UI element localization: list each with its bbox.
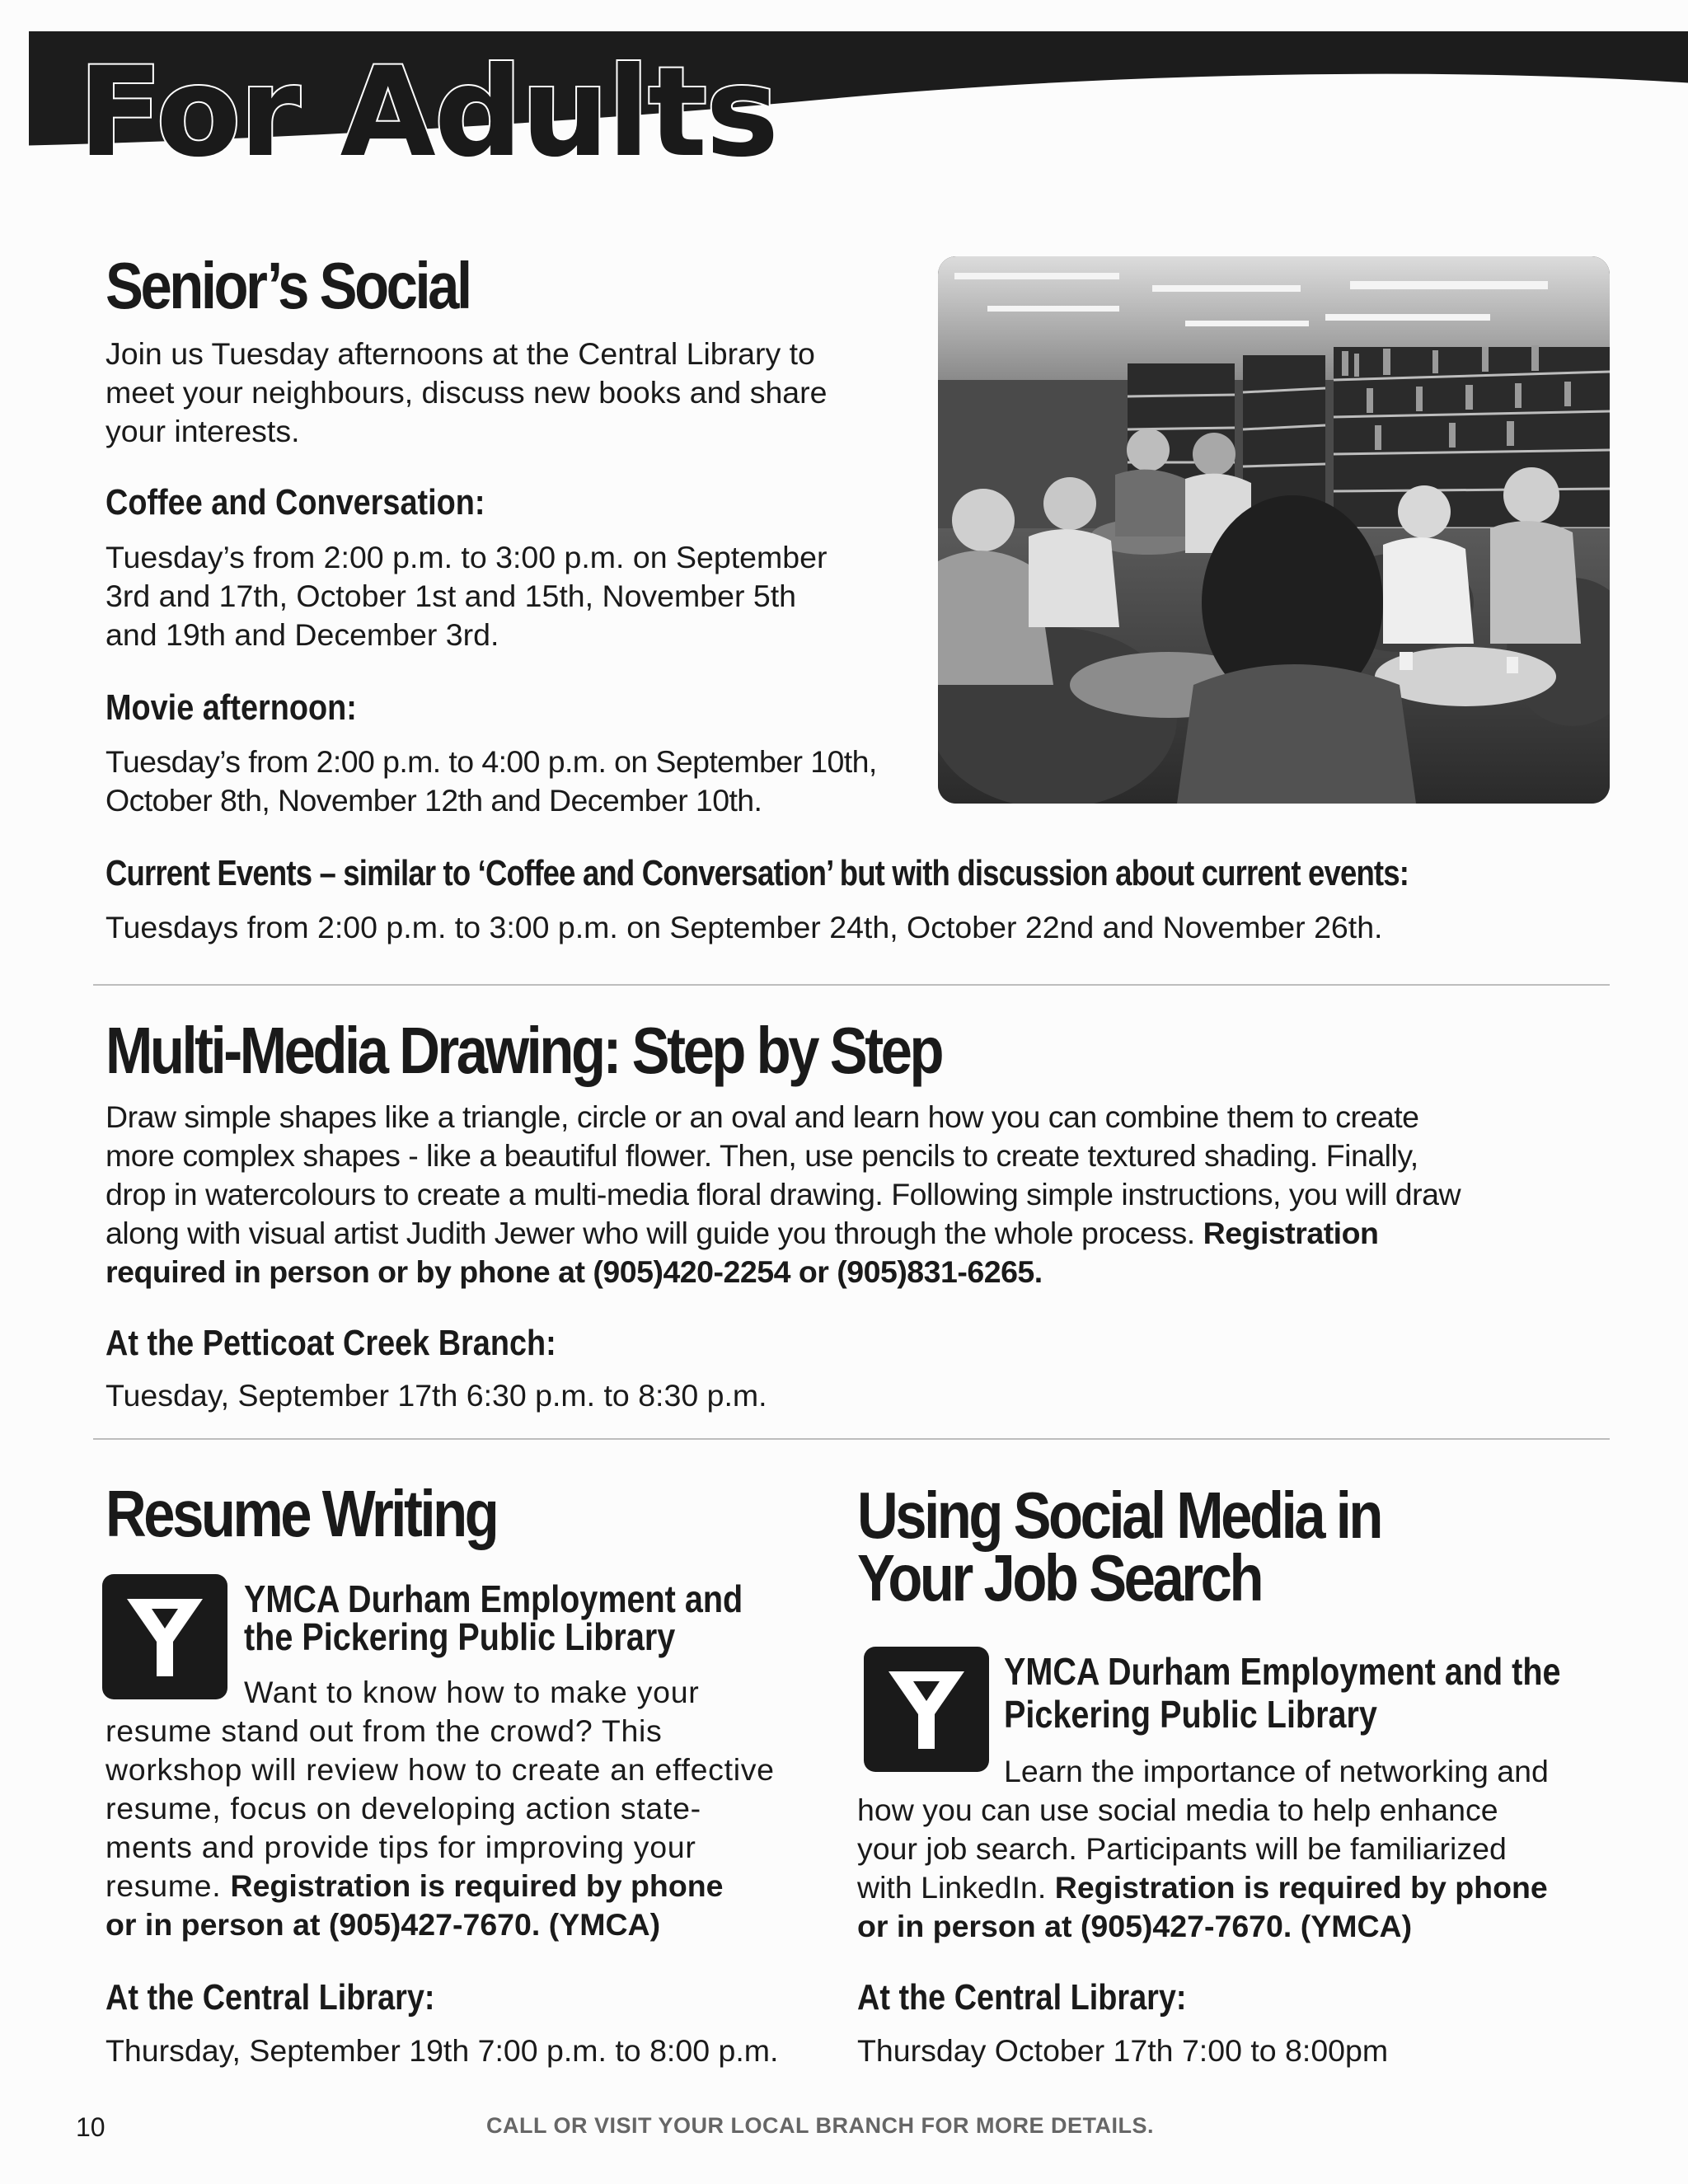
seniors-social-intro: Join us Tuesday afternoons at the Central Library to meet your neighbours, discuss new books and share your interests. xyxy=(106,336,828,448)
social-location-heading: At the Central Library: xyxy=(857,1977,1187,2018)
social-org-line1: YMCA Durham Employment and the xyxy=(1004,1650,1561,1693)
resume-org-line2: the Pickering Public Library xyxy=(244,1615,676,1658)
drawing-location-heading: At the Petticoat Creek Branch: xyxy=(106,1323,556,1363)
resume-description: resume stand out from the crowd? This workshop will review how to create an effective resume, focus on developing action state- ments and provide tips for improving your resume. Registration is required by phone or in person at (905)427-7670. (YMCA) xyxy=(106,1713,775,1942)
current-events-text: Tuesdays from 2:00 p.m. to 3:00 p.m. on September 24th, October 22nd and November 26th. xyxy=(106,910,1383,944)
social-media-heading-line1: Using Social Media in xyxy=(857,1479,1381,1552)
social-line-0: Learn the importance of networking and xyxy=(1004,1754,1549,1788)
drawing-location-time: Tuesday, September 17th 6:30 p.m. to 8:30 p.m. xyxy=(106,1378,767,1413)
section-divider xyxy=(93,984,1610,986)
movie-heading: Movie afternoon: xyxy=(106,687,357,728)
social-description: how you can use social media to help enhance your job search. Participants will be familiarized with LinkedIn. Registration is required by phone or in person at (905)427-7670. (YMCA) xyxy=(857,1793,1548,1943)
social-org-line2: Pickering Public Library xyxy=(1004,1693,1377,1736)
social-media-heading-line2: Your Job Search xyxy=(857,1541,1262,1615)
section-divider xyxy=(93,1438,1610,1440)
coffee-text: Tuesday’s from 2:00 p.m. to 3:00 p.m. on September 3rd and 17th, October 1st and 15th, November 5th and 19th and December 3rd. xyxy=(106,540,828,652)
ymca-logo-icon xyxy=(864,1647,989,1772)
resume-heading: Resume Writing xyxy=(106,1477,497,1550)
social-location-time: Thursday October 17th 7:00 to 8:00pm xyxy=(857,2033,1389,2068)
coffee-heading: Coffee and Conversation: xyxy=(106,482,485,523)
resume-location-time: Thursday, September 19th 7:00 p.m. to 8:00 p.m. xyxy=(106,2033,779,2068)
drawing-description: Draw simple shapes like a triangle, circle or an oval and learn how you can combine them to create more complex shapes - like a beautiful flower. Then, use pencils to create textured shading. Finally, drop in watercolours to create a multi-media floral drawing. Following simple instructions, you will draw along with visual artist Judith Jewer who will guide you through the whole process. Registration required in person or by phone at (905)420-2254 or (905)831-6265. xyxy=(106,1099,1461,1289)
drawing-heading: Multi-Media Drawing: Step by Step xyxy=(106,1014,942,1087)
seniors-social-photo xyxy=(938,256,1610,804)
ymca-logo-icon xyxy=(102,1574,227,1699)
resume-line-0: Want to know how to make your xyxy=(244,1675,700,1709)
page-number: 10 xyxy=(76,2112,106,2142)
footer-note: CALL OR VISIT YOUR LOCAL BRANCH FOR MORE DETAILS. xyxy=(486,2113,1155,2138)
current-events-heading: Current Events – similar to ‘Coffee and Conversation’ but with discussion about current events: xyxy=(106,853,1409,893)
resume-location-heading: At the Central Library: xyxy=(106,1977,435,2018)
page-title: For Adults xyxy=(78,41,778,185)
movie-text: Tuesday’s from 2:00 p.m. to 4:00 p.m. on September 10th, October 8th, November 12th and December 10th. xyxy=(106,744,877,818)
seniors-social-heading: Senior’s Social xyxy=(106,249,470,322)
resume-org-line1: YMCA Durham Employment and xyxy=(244,1577,743,1620)
